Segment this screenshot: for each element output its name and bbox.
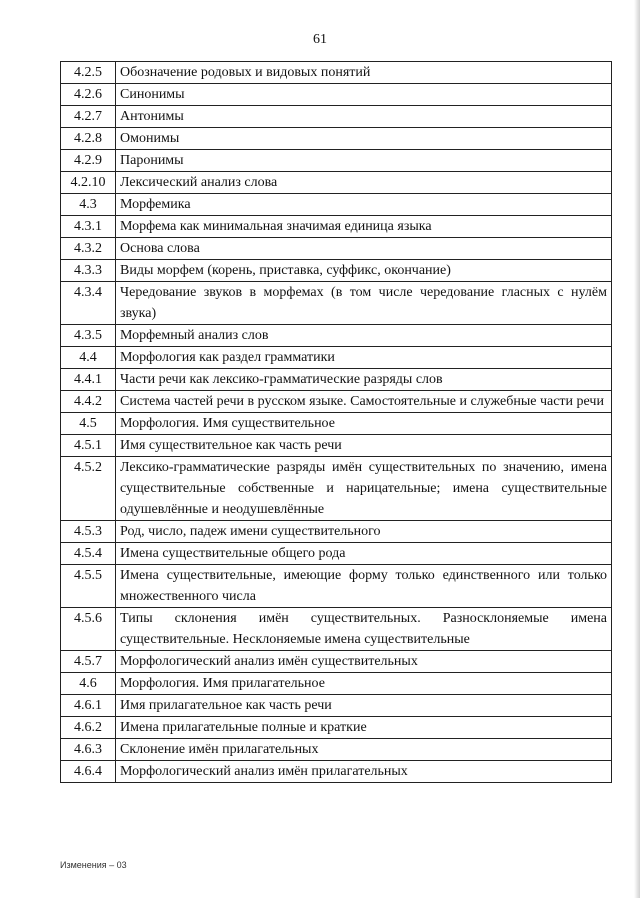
table-row bbox=[61, 369, 612, 391]
table-row bbox=[61, 739, 612, 761]
table-row bbox=[61, 106, 612, 128]
row-text: Род, число, падеж имени существительного bbox=[116, 521, 612, 543]
row-number: 4.5.1 bbox=[61, 435, 116, 457]
row-number: 4.6.3 bbox=[61, 739, 116, 761]
row-text: Морфологический анализ имён прилагательных bbox=[116, 761, 612, 783]
row-number: 4.5.2 bbox=[61, 457, 116, 521]
content-table bbox=[60, 61, 612, 783]
table-row bbox=[61, 172, 612, 194]
row-text: Лексический анализ слова bbox=[116, 172, 612, 194]
row-text: Морфология. Имя существительное bbox=[116, 413, 612, 435]
table-row bbox=[61, 543, 612, 565]
row-text: Морфемика bbox=[116, 194, 612, 216]
table-row bbox=[61, 150, 612, 172]
row-number: 4.5.7 bbox=[61, 651, 116, 673]
table-row bbox=[61, 565, 612, 608]
row-text: Имя существительное как часть речи bbox=[116, 435, 612, 457]
row-number: 4.2.10 bbox=[61, 172, 116, 194]
table-row bbox=[61, 84, 612, 106]
row-text: Лексико-грамматические разряды имён существительных по значению, имена существительные собственные и нарицательные; имена существительные одушевлённые и неодушевлённые bbox=[116, 457, 612, 521]
row-number: 4.6.2 bbox=[61, 717, 116, 739]
table-row bbox=[61, 435, 612, 457]
row-text: Морфемный анализ слов bbox=[116, 325, 612, 347]
table-row bbox=[61, 521, 612, 543]
row-number: 4.3.2 bbox=[61, 238, 116, 260]
scan-edge-shadow bbox=[634, 0, 640, 898]
row-text: Основа слова bbox=[116, 238, 612, 260]
row-text: Имена прилагательные полные и краткие bbox=[116, 717, 612, 739]
table-row bbox=[61, 413, 612, 435]
row-number: 4.5.5 bbox=[61, 565, 116, 608]
row-number: 4.3.3 bbox=[61, 260, 116, 282]
table-row bbox=[61, 194, 612, 216]
row-number: 4.5.3 bbox=[61, 521, 116, 543]
row-number: 4.3 bbox=[61, 194, 116, 216]
row-number: 4.2.6 bbox=[61, 84, 116, 106]
row-text: Антонимы bbox=[116, 106, 612, 128]
table-row bbox=[61, 347, 612, 369]
row-number: 4.2.5 bbox=[61, 62, 116, 84]
row-text: Паронимы bbox=[116, 150, 612, 172]
row-text: Морфология как раздел грамматики bbox=[116, 347, 612, 369]
row-text: Морфология. Имя прилагательное bbox=[116, 673, 612, 695]
row-number: 4.6.1 bbox=[61, 695, 116, 717]
table-row bbox=[61, 608, 612, 651]
row-text: Система частей речи в русском языке. Самостоятельные и служебные части речи bbox=[116, 391, 612, 413]
row-number: 4.4.1 bbox=[61, 369, 116, 391]
row-number: 4.6.4 bbox=[61, 761, 116, 783]
row-text: Имена существительные, имеющие форму только единственного или только множественного числа bbox=[116, 565, 612, 608]
table-row bbox=[61, 62, 612, 84]
table-row bbox=[61, 391, 612, 413]
row-number: 4.3.4 bbox=[61, 282, 116, 325]
row-text: Обозначение родовых и видовых понятий bbox=[116, 62, 612, 84]
row-number: 4.5.4 bbox=[61, 543, 116, 565]
row-number: 4.6 bbox=[61, 673, 116, 695]
row-number: 4.3.5 bbox=[61, 325, 116, 347]
row-text: Типы склонения имён существительных. Разносклоняемые имена существительные. Несклоняемые имена существительные bbox=[116, 608, 612, 651]
row-number: 4.2.7 bbox=[61, 106, 116, 128]
row-text: Омонимы bbox=[116, 128, 612, 150]
row-number: 4.4.2 bbox=[61, 391, 116, 413]
page-number: 61 bbox=[313, 32, 327, 47]
row-number: 4.5 bbox=[61, 413, 116, 435]
row-text: Морфема как минимальная значимая единица языка bbox=[116, 216, 612, 238]
table-row bbox=[61, 761, 612, 783]
table-row bbox=[61, 260, 612, 282]
row-number: 4.2.9 bbox=[61, 150, 116, 172]
table-row bbox=[61, 673, 612, 695]
table-row bbox=[61, 695, 612, 717]
row-text: Виды морфем (корень, приставка, суффикс, окончание) bbox=[116, 260, 612, 282]
table-row bbox=[61, 325, 612, 347]
row-text: Склонение имён прилагательных bbox=[116, 739, 612, 761]
table-row bbox=[61, 717, 612, 739]
table-row bbox=[61, 128, 612, 150]
row-text: Чередование звуков в морфемах (в том числе чередование гласных с нулём звука) bbox=[116, 282, 612, 325]
row-text: Морфологический анализ имён существительных bbox=[116, 651, 612, 673]
table-row bbox=[61, 457, 612, 521]
table-row bbox=[61, 651, 612, 673]
row-number: 4.2.8 bbox=[61, 128, 116, 150]
row-text: Части речи как лексико-грамматические разряды слов bbox=[116, 369, 612, 391]
table-row bbox=[61, 282, 612, 325]
row-number: 4.5.6 bbox=[61, 608, 116, 651]
row-text: Имена существительные общего рода bbox=[116, 543, 612, 565]
table-row bbox=[61, 216, 612, 238]
table-row bbox=[61, 238, 612, 260]
row-text: Имя прилагательное как часть речи bbox=[116, 695, 612, 717]
row-number: 4.4 bbox=[61, 347, 116, 369]
footer-revision: Изменения – 03 bbox=[60, 860, 127, 870]
row-number: 4.3.1 bbox=[61, 216, 116, 238]
row-text: Синонимы bbox=[116, 84, 612, 106]
